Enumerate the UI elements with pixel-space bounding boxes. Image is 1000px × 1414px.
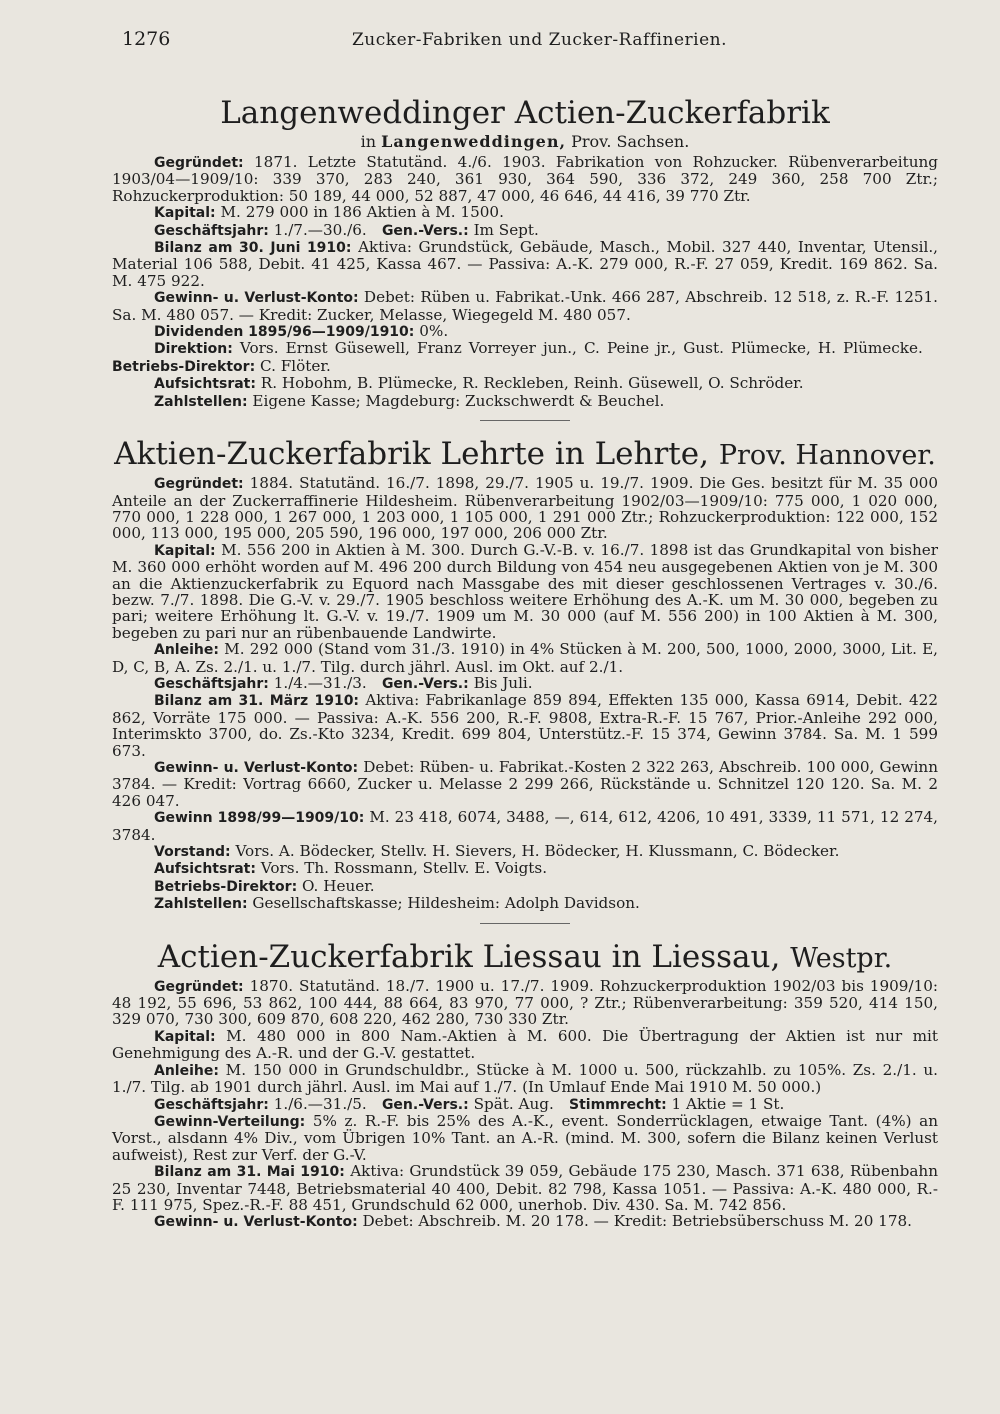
subtitle-part: in bbox=[360, 132, 377, 151]
field-label: Gewinn- u. Verlust-Konto: bbox=[154, 290, 359, 307]
page-number: 1276 bbox=[122, 28, 171, 50]
field-text: 1884. Statutänd. 16./7. 1898, 29./7. 1905 u. 19./7. 1909. Die Ges. besitzt für M. 35 000 Anteile an der Zuckerraffinerie Hildesheim. Rübenverarbeitung 1902/03—1909/10: 775 000, 1 020 000, 770 000, 1 228 000, 1 267 000, 1 203 000, 1 105 000, 1 291 000 Ztr.; Rohzuckerproduktion: 122 000, 152 000, 113 000, 195 000, 205 590, 196 000, 197 000, 206 000 Ztr. bbox=[112, 474, 938, 543]
field-text: 1./7.—30./6. bbox=[273, 220, 367, 239]
field-label: Vorstand: bbox=[154, 844, 231, 861]
field-label: Gen.-Vers.: bbox=[381, 222, 469, 239]
field-label: Zahlstellen: bbox=[154, 393, 248, 410]
entry-paragraph bbox=[112, 895, 938, 912]
field-text: Debet: Abschreib. M. 20 178. — Kredit: Betriebsüberschuss M. 20 178. bbox=[362, 1212, 912, 1231]
entry-paragraph bbox=[112, 1096, 938, 1113]
field-label: Bilanz am 31. März 1910: bbox=[154, 693, 360, 710]
field-text: Bis Juli. bbox=[473, 673, 533, 692]
company-title bbox=[112, 938, 938, 978]
field-label: Betriebs-Direktor: bbox=[112, 358, 256, 375]
subtitle-part: Langenweddingen, bbox=[381, 132, 567, 151]
entry-paragraph bbox=[112, 878, 938, 895]
field-text: Vors. Th. Rossmann, Stellv. E. Voigts. bbox=[260, 859, 548, 878]
field-text: M. 23 418, 6074, 3488, —, 614, 612, 4206, 10 491, 3339, 11 571, 12 274, 3784. bbox=[112, 808, 939, 844]
entry-paragraph bbox=[112, 154, 938, 204]
field-text: Aktiva: Grundstück 39 059, Gebäude 175 230, Masch. 371 638, Rübenbahn 25 230, Inventar 7448, Betriebsmaterial 40 400, Debit. 82 798, Kassa 1051. — Passiva: A.-K. 480 000, R.-F. 111 975, Spez.-R.-F. 88 451, Grundschuld 62 000, unerhob. Div. 430. Sa. M. 742 856. bbox=[112, 1162, 938, 1214]
field-label: Gegründet: bbox=[154, 155, 244, 171]
field-text: M. 279 000 in 186 Aktien à M. 1500. bbox=[220, 203, 504, 222]
field-text: 1871. Letzte Statutänd. 4./6. 1903. Fabrikation von Rohzucker. Rübenverarbeitung 1903/04—1909/10: 339 370, 283 240, 361 930, 364 590, 336 372, 249 360, 258 700 Ztr.; Rohzuckerproduktion: 50 189, 44 000, 52 887, 47 000, 46 646, 44 416, 39 770 Ztr. bbox=[112, 153, 939, 205]
field-label: Geschäftsjahr: bbox=[154, 1096, 269, 1113]
field-text: Aktiva: Fabrikanlage 859 894, Effekten 135 000, Kassa 6914, Debit. 422 862, Vorräte 175 000. — Passiva: A.-K. 556 200, R.-F. 9808, Extra-R.-F. 15 767, Prior.-Anleihe 292 000, Interimskto 3700, do. Zs.-Kto 3234, Kredit. 699 804, Unterstütz.-F. 15 374, Gewinn 3784. Sa. M. 1 599 673. bbox=[112, 691, 938, 760]
entry-paragraph bbox=[112, 1163, 938, 1213]
field-label: Direktion: bbox=[154, 341, 233, 358]
entry-paragraph bbox=[112, 222, 938, 239]
field-label: Kapital: bbox=[154, 1028, 216, 1045]
company-entry bbox=[112, 94, 938, 421]
field-label: Gewinn 1898/99—1909/10: bbox=[154, 810, 365, 827]
entry-paragraph bbox=[112, 340, 938, 375]
field-label: Anleihe: bbox=[154, 1062, 219, 1079]
entry-paragraph bbox=[112, 289, 938, 323]
field-label: Gewinn- u. Verlust-Konto: bbox=[154, 760, 359, 776]
field-label: Kapital: bbox=[154, 205, 216, 222]
field-label: Kapital: bbox=[154, 542, 216, 559]
entry-paragraph bbox=[112, 393, 938, 410]
field-text: Im Sept. bbox=[473, 220, 539, 239]
field-label: Betriebs-Direktor: bbox=[154, 878, 298, 895]
entry-paragraph bbox=[112, 1213, 938, 1230]
field-text: 0%. bbox=[419, 322, 449, 341]
field-label: Dividenden 1895/96—1909/1910: bbox=[154, 324, 415, 341]
field-label: Gen.-Vers.: bbox=[381, 675, 469, 692]
entry-paragraph bbox=[112, 1028, 938, 1062]
field-label: Stimmrecht: bbox=[569, 1096, 667, 1113]
section-divider bbox=[480, 923, 570, 924]
field-label: Gegründet: bbox=[154, 476, 244, 493]
field-text: 1./6.—31./5. bbox=[273, 1094, 367, 1113]
field-text: C. Flöter. bbox=[260, 356, 331, 375]
company-entry bbox=[112, 435, 938, 924]
entry-paragraph bbox=[112, 323, 938, 340]
company-location: Prov. Hannover. bbox=[718, 440, 936, 472]
entry-paragraph bbox=[112, 675, 938, 692]
company-location: Westpr. bbox=[790, 942, 893, 974]
field-text: M. 292 000 (Stand vom 31./3. 1910) in 4% Stücken à M. 200, 500, 1000, 2000, 3000, Lit. E, D, C, B, A. Zs. 2./1. u. 1./7. Tilg. durch jährl. Ausl. im Okt. auf 2./1. bbox=[112, 640, 939, 676]
running-title: Zucker-Fabriken und Zucker-Raffinerien. bbox=[352, 30, 727, 50]
entry-paragraph bbox=[112, 542, 938, 641]
field-label: Gewinn- u. Verlust-Konto: bbox=[154, 1214, 358, 1231]
field-label: Gegründet: bbox=[154, 978, 244, 995]
company-name: Langenweddinger Actien-Zuckerfabrik bbox=[220, 95, 830, 131]
entry-paragraph bbox=[112, 475, 938, 542]
company-name: Aktien-Zuckerfabrik Lehrte in Lehrte, bbox=[114, 436, 709, 473]
company-list bbox=[112, 94, 938, 1231]
field-label: Gewinn-Verteilung: bbox=[154, 1113, 306, 1130]
field-text: 5% z. R.-F. bis 25% des A.-K., event. Sonderrücklagen, etwaige Tant. (4%) an Vorst., alsdann 4% Div., vom Übrigen 10% Tant. an A.-R. (mind. M. 300, sofern die Bilanz keinen Verlust aufweist), Rest zur Verf. der G.-V. bbox=[112, 1111, 938, 1164]
field-text: Eigene Kasse; Magdeburg: Zuckschwerdt & Beuchel. bbox=[252, 391, 665, 410]
field-text: R. Hobohm, B. Plümecke, R. Reckleben, Reinh. Güsewell, O. Schröder. bbox=[260, 374, 804, 393]
field-text: M. 556 200 in Aktien à M. 300. Durch G.-V.-B. v. 16./7. 1898 ist das Grundkapital von bisher M. 360 000 erhöht worden auf M. 496 200 durch Bildung von 454 neu ausgegebenen Aktien von je M. 300 an die Aktienzuckerfabrik zu Equord nach Massgabe des mit dieser geschlossenen Vertrages v. 30./6. bezw. 7./7. 1898. Die G.-V. v. 29./7. 1905 beschloss weitere Erhöhung des A.-K. um M. 30 000, begeben zu pari; weitere Erhöhung lt. G.-V. v. 19./7. 1909 um M. 30 000 (auf M. 556 200) in 100 Aktien à M. 300, begeben zu pari nur an rübenbauende Landwirte. bbox=[112, 540, 939, 642]
field-text: Debet: Rüben u. Fabrikat.-Unk. 466 287, Abschreib. 12 518, z. R.-F. 1251. Sa. M. 480 057. — Kredit: Zucker, Melasse, Wiegegeld M. 480 057. bbox=[112, 288, 939, 324]
entry-paragraph bbox=[112, 204, 938, 221]
field-text: Vors. A. Bödecker, Stellv. H. Sievers, H. Bödecker, H. Klussmann, C. Bödecker. bbox=[235, 842, 840, 861]
entry-paragraph bbox=[112, 1113, 938, 1163]
field-text: M. 150 000 in Grundschuldbr., Stücke à M. 1000 u. 500, rückzahlb. zu 105%. Zs. 2./1. u. 1./7. Tilg. ab 1901 durch jährl. Ausl. im Mai auf 1./7. (In Umlauf Ende Mai 1910 M. 50 000.) bbox=[112, 1060, 938, 1097]
field-label: Anleihe: bbox=[154, 642, 219, 659]
field-label: Zahlstellen: bbox=[154, 896, 248, 913]
field-text: 1./4.—31./3. bbox=[273, 673, 367, 692]
field-text: Gesellschaftskasse; Hildesheim: Adolph Davidson. bbox=[252, 894, 640, 913]
field-text: 1 Aktie = 1 St. bbox=[671, 1094, 785, 1113]
company-title bbox=[112, 435, 938, 475]
company-subtitle bbox=[112, 132, 938, 152]
field-label: Bilanz am 31. Mai 1910: bbox=[154, 1164, 345, 1181]
entry-paragraph bbox=[112, 239, 938, 289]
entry-paragraph bbox=[112, 809, 938, 843]
running-head bbox=[112, 22, 938, 52]
field-text: Vors. Ernst Güsewell, Franz Vorreyer jun., C. Peine jr., Gust. Plümecke, H. Plümecke. bbox=[239, 339, 923, 358]
entry-paragraph bbox=[112, 375, 938, 392]
field-label: Gen.-Vers.: bbox=[381, 1096, 469, 1113]
field-text: Aktiva: Grundstück, Gebäude, Masch., Mobil. 327 440, Inventar, Utensil., Material 106 588, Debit. 41 425, Kassa 467. — Passiva: A.-K. 279 000, R.-F. 27 059, Kredit. 169 862. Sa. M. 475 922. bbox=[112, 238, 939, 290]
field-text: 1870. Statutänd. 18./7. 1900 u. 17./7. 1909. Rohzuckerproduktion 1902/03 bis 1909/10: 48 192, 55 696, 53 862, 100 444, 88 664, 83 970, 77 000, ? Ztr.; Rübenverarbeitung: 359 520, 414 150, 329 070, 730 300, 609 870, 608 220, 462 280, 730 330 Ztr. bbox=[112, 976, 939, 1029]
field-label: Geschäftsjahr: bbox=[154, 222, 269, 239]
field-text: Spät. Aug. bbox=[473, 1094, 554, 1113]
company-name: Actien-Zuckerfabrik Liessau in Liessau, bbox=[157, 938, 781, 975]
field-label: Geschäftsjahr: bbox=[154, 675, 269, 692]
field-text: O. Heuer. bbox=[302, 876, 375, 895]
entry-paragraph bbox=[112, 978, 938, 1028]
entry-paragraph bbox=[112, 860, 938, 877]
entry-paragraph bbox=[112, 1062, 938, 1096]
entry-paragraph bbox=[112, 843, 938, 860]
field-label: Aufsichtsrat: bbox=[154, 376, 256, 393]
company-entry bbox=[112, 938, 938, 1231]
entry-paragraph bbox=[112, 759, 938, 809]
entry-paragraph bbox=[112, 692, 938, 759]
entry-paragraph bbox=[112, 641, 938, 675]
company-title bbox=[112, 94, 938, 132]
subtitle-part: Prov. Sachsen. bbox=[571, 132, 690, 151]
section-divider bbox=[480, 420, 570, 421]
field-label: Aufsichtsrat: bbox=[154, 861, 256, 878]
field-label: Bilanz am 30. Juni 1910: bbox=[154, 240, 352, 257]
field-text: M. 480 000 in 800 Nam.-Aktien à M. 600. Die Übertragung der Aktien ist nur mit Genehmigung des A.-R. und der G.-V. gestattet. bbox=[112, 1026, 938, 1063]
field-text: Debet: Rüben- u. Fabrikat.-Kosten 2 322 263, Abschreib. 100 000, Gewinn 3784. — Kredit: Vortrag 6660, Zucker u. Melasse 2 299 266, Rückstände u. Schnitzel 120 120. Sa. M. 2 426 047. bbox=[112, 758, 938, 810]
